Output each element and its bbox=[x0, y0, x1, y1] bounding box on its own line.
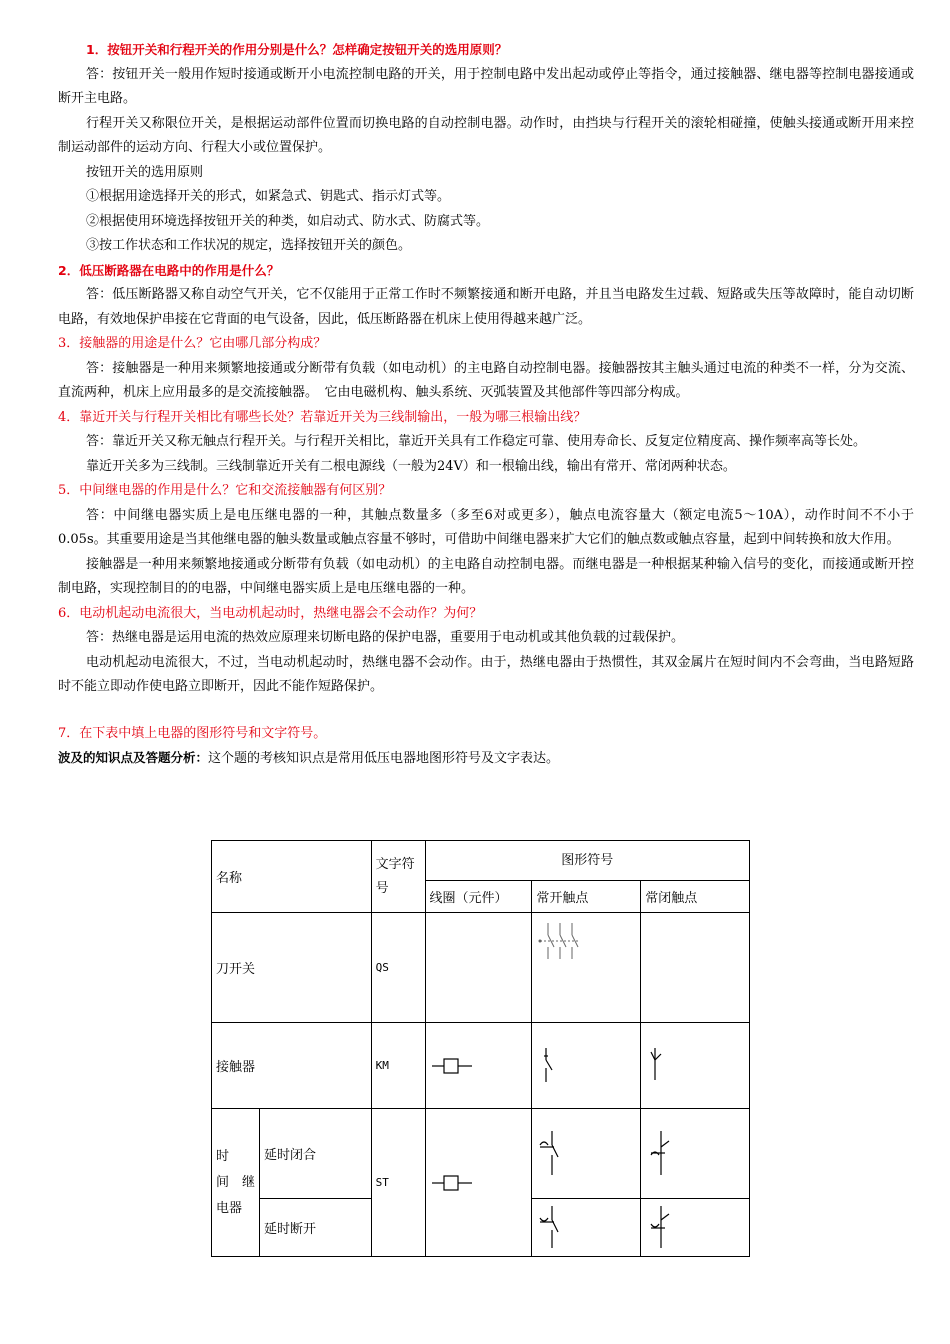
q5-answer-1: 答：中间继电器实质上是电压继电器的一种，其触点数量多（多至6对或更多），触点电流容量大（额定电流5～10A），动作时间不不小于0.05s。其重要用途是当其他继电器的触头数量或触点容量不够时，可借助中间继电器来扩大它们的触点数或触点容量，起到中间转换和放大作用。 bbox=[58, 507, 914, 547]
timer-coil-symbol-icon bbox=[430, 1173, 480, 1193]
question-2-title: 2．低压断路器在电路中的作用是什么？ bbox=[58, 262, 280, 278]
row-timer-sub1: 延时闭合 bbox=[259, 1109, 371, 1199]
row-timer-close-nc bbox=[641, 1109, 750, 1199]
q1-answer-4: ①根据用途选择开关的形式，如紧急式、钥匙式、指示灯式等。 bbox=[86, 189, 451, 204]
row-knife-nc-contact bbox=[641, 913, 750, 1023]
question-1-title: 1．按钮开关和行程开关的作用分别是什么？怎样确定按钮开关的选用原则？ bbox=[86, 42, 508, 57]
coil-symbol-icon bbox=[430, 1056, 480, 1076]
row-knife-code: QS bbox=[371, 913, 425, 1023]
delay-open-no-symbol-icon bbox=[536, 1204, 572, 1252]
row-timer-coil bbox=[425, 1109, 532, 1257]
q7-intro-text: 这个题的考核知识点是常用低压电器地图形符号及文字表达。 bbox=[208, 751, 560, 766]
row-knife-name: 刀开关 bbox=[212, 913, 372, 1023]
header-code: 文字符号 bbox=[371, 841, 425, 913]
q6-answer-1: 答：热继电器是运用电流的热效应原理来切断电路的保护电器，重要用于电动机或其他负载的过载保护。 bbox=[86, 630, 685, 645]
q2-answer-1: 答：低压断路器又称自动空气开关，它不仅能用于正常工作时不频繁接通和断开电路，并且当电路发生过载、短路或失压等故障时，能自动切断电路，有效地保护串接在它背面的电气设备，因此，低压断路器在机床上使用得越来越广泛。 bbox=[58, 287, 914, 327]
question-4-title: 4．靠近开关与行程开关相比有哪些长处？若靠近开关为三线制输出，一般为哪三根输出线？ bbox=[58, 409, 587, 425]
header-name: 名称 bbox=[212, 841, 372, 913]
row-timer-close-no bbox=[532, 1109, 641, 1199]
q1-answer-3: 按钮开关的选用原则 bbox=[86, 164, 204, 180]
row-contactor-code: KM bbox=[371, 1023, 425, 1109]
delay-open-nc-symbol-icon bbox=[645, 1204, 681, 1252]
row-knife-no-contact bbox=[532, 913, 641, 1023]
row-contactor-nc-contact bbox=[641, 1023, 750, 1109]
row-timer-name: 时 间继 电器 bbox=[212, 1109, 260, 1257]
header-nc-contact: 常闭触点 bbox=[641, 881, 750, 913]
row-timer-code: ST bbox=[371, 1109, 425, 1257]
question-3-title: 3．接触器的用途是什么？它由哪几部分构成？ bbox=[58, 336, 327, 351]
row-timer-sub2: 延时断开 bbox=[259, 1199, 371, 1257]
q1-answer-5: ②根据使用环境选择按钮开关的种类，如启动式、防水式、防腐式等。 bbox=[86, 213, 490, 229]
document-body bbox=[58, 38, 914, 771]
q7-intro bbox=[58, 746, 914, 771]
row-contactor-name: 接触器 bbox=[212, 1023, 372, 1109]
row-timer-open-no bbox=[532, 1199, 641, 1257]
symbol-table bbox=[211, 840, 750, 1257]
row-contactor-no-contact bbox=[532, 1023, 641, 1109]
q4-answer-2: 靠近开关多为三线制。三线制靠近开关有二根电源线（一般为24V）和一根输出线，输出有常开、常闭两种状态。 bbox=[86, 458, 736, 474]
header-coil: 线圈（元件） bbox=[425, 881, 532, 913]
q1-answer-6: ③按工作状态和工作状况的规定，选择按钮开关的颜色。 bbox=[86, 238, 412, 253]
q4-answer-1: 答：靠近开关又称无触点行程开关。与行程开关相比，靠近开关具有工作稳定可靠、使用寿命长、反复定位精度高、操作频率高等长处。 bbox=[86, 434, 867, 449]
nc-contact-symbol-icon bbox=[645, 1046, 675, 1086]
knife-switch-symbol-icon bbox=[536, 913, 596, 963]
question-7-title: 7．在下表中填上电器的图形符号和文字符号。 bbox=[58, 725, 327, 741]
q7-intro-label: 波及的知识点及答题分析： bbox=[58, 750, 209, 765]
q1-answer-2: 行程开关又称限位开关，是根据运动部件位置而切换电路的自动控制电器。动作时，由挡块与行程开关的滚轮相碰撞，使触头接通或断开用来控制运动部件的运动方向、行程大小或位置保护。 bbox=[58, 115, 914, 155]
q6-answer-2: 电动机起动电流很大，不过，当电动机起动时，热继电器不会动作。由于，热继电器由于热惯性，其双金属片在短时间内不会弯曲，当电路短路时不能立即动作使电路立即断开，因此不能作短路保护。 bbox=[58, 654, 914, 694]
question-5-title: 5．中间继电器的作用是什么？它和交流接触器有何区别？ bbox=[58, 483, 392, 498]
delay-close-nc-symbol-icon bbox=[645, 1129, 681, 1179]
row-timer-open-nc bbox=[641, 1199, 750, 1257]
no-contact-symbol-icon bbox=[536, 1046, 566, 1086]
header-no-contact: 常开触点 bbox=[532, 881, 641, 913]
question-6-title: 6．电动机起动电流很大，当电动机起动时，热继电器会不会动作？为何？ bbox=[58, 605, 483, 621]
header-symbol: 图形符号 bbox=[425, 841, 750, 881]
delay-close-no-symbol-icon bbox=[536, 1129, 572, 1179]
row-knife-coil bbox=[425, 913, 532, 1023]
row-contactor-coil bbox=[425, 1023, 532, 1109]
q5-answer-2: 接触器是一种用来频繁地接通或分断带有负载（如电动机）的主电路自动控制电器。而继电器是一种根据某种输入信号的变化，而接通或断开控制电路，实现控制目的的电器，中间继电器实质上是电压继电器的一种。 bbox=[58, 556, 914, 596]
q1-answer-1: 答：按钮开关一般用作短时接通或断开小电流控制电路的开关，用于控制电路中发出起动或停止等指令，通过接触器、继电器等控制电器接通或断开主电路。 bbox=[58, 66, 914, 106]
q3-answer-1: 答：接触器是一种用来频繁地接通或分断带有负载（如电动机）的主电路自动控制电器。接触器按其主触头通过电流的种类不一样，分为交流、直流两种，机床上应用最多的是交流接触器。 它由电磁机构、触头系统、灭弧装置及其他部件等四部分构成。 bbox=[58, 360, 914, 400]
